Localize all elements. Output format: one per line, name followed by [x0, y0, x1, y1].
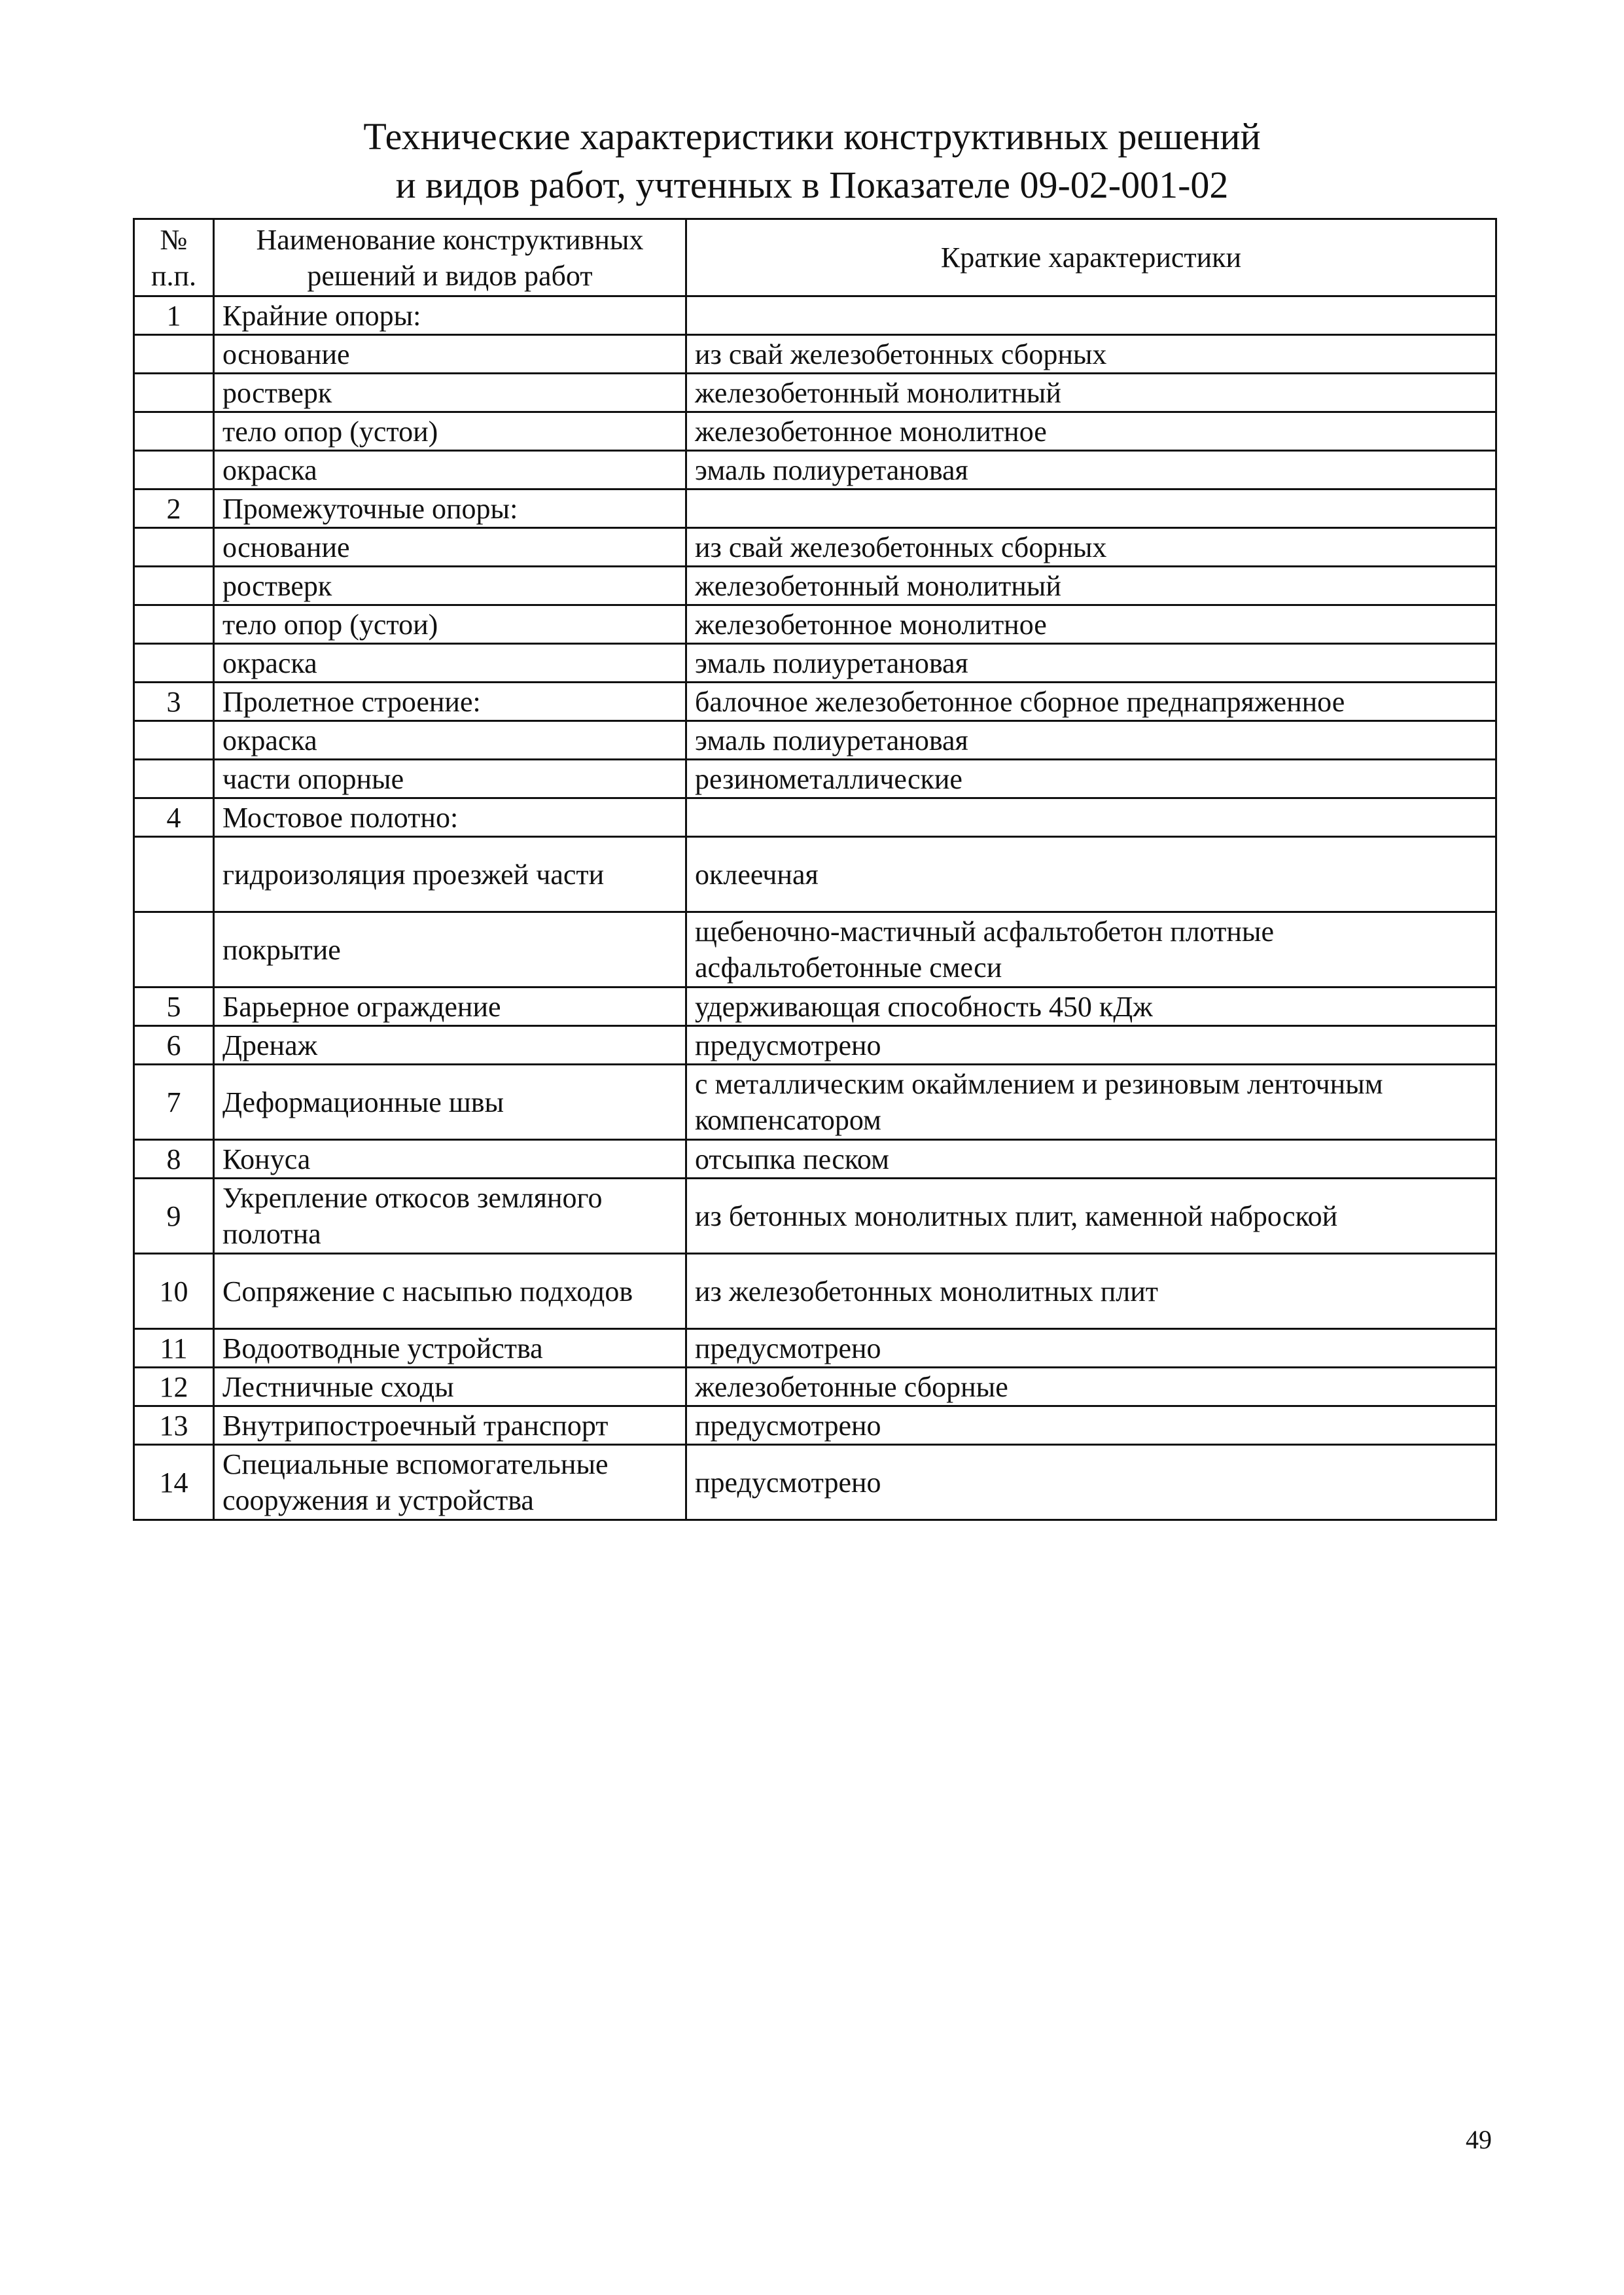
row-number-cell: 8 [134, 1140, 214, 1179]
row-name-cell: Конуса [214, 1140, 686, 1179]
row-description-cell: из свай железобетонных сборных [686, 335, 1496, 374]
row-description-cell: отсыпка песком [686, 1140, 1496, 1179]
table-row [134, 374, 1496, 412]
table-row [134, 451, 1496, 489]
row-name-cell: основание [214, 335, 686, 374]
row-description-cell: балочное железобетонное сборное преднапряженное [686, 683, 1496, 721]
page-number: 49 [1466, 2125, 1492, 2154]
row-name-cell: Специальные вспомогательные сооружения и устройства [214, 1445, 686, 1520]
row-description-cell: с металлическим окаймлением и резиновым ленточным компенсатором [686, 1065, 1496, 1140]
row-description-cell: предусмотрено [686, 1445, 1496, 1520]
row-name-cell: Укрепление откосов земляного полотна [214, 1179, 686, 1254]
specifications-table [133, 218, 1497, 1521]
row-number-cell: 13 [134, 1406, 214, 1445]
table-row [134, 1368, 1496, 1406]
row-number-cell: 4 [134, 798, 214, 837]
row-number-cell: 14 [134, 1445, 214, 1520]
row-name-cell: Барьерное ограждение [214, 987, 686, 1026]
row-number-cell: 6 [134, 1026, 214, 1065]
row-name-cell: Мостовое полотно: [214, 798, 686, 837]
row-name-cell: гидроизоляция проезжей части [214, 837, 686, 912]
row-number-cell: 12 [134, 1368, 214, 1406]
row-number-cell [134, 374, 214, 412]
row-name-cell: Лестничные сходы [214, 1368, 686, 1406]
row-description-cell: из бетонных монолитных плит, каменной наброской [686, 1179, 1496, 1254]
row-description-cell: оклеечная [686, 837, 1496, 912]
table-row [134, 760, 1496, 798]
row-number-cell: 3 [134, 683, 214, 721]
row-description-cell: предусмотрено [686, 1406, 1496, 1445]
row-name-cell: Внутрипостроечный транспорт [214, 1406, 686, 1445]
table-row [134, 683, 1496, 721]
row-number-cell: 2 [134, 489, 214, 528]
row-name-cell: основание [214, 528, 686, 567]
table-row [134, 987, 1496, 1026]
table-body [134, 296, 1496, 1520]
table-row [134, 528, 1496, 567]
header-description: Краткие характеристики [686, 219, 1496, 296]
row-description-cell: из свай железобетонных сборных [686, 528, 1496, 567]
row-number-cell: 10 [134, 1254, 214, 1329]
row-number-cell [134, 605, 214, 644]
row-description-cell: железобетонный монолитный [686, 374, 1496, 412]
row-description-cell: железобетонное монолитное [686, 412, 1496, 451]
row-description-cell: эмаль полиуретановая [686, 451, 1496, 489]
row-name-cell: тело опор (устои) [214, 605, 686, 644]
table-row [134, 412, 1496, 451]
row-name-cell: ростверк [214, 374, 686, 412]
row-name-cell: тело опор (устои) [214, 412, 686, 451]
header-name: Наименование конструктивных решений и видов работ [214, 219, 686, 296]
row-name-cell: окраска [214, 721, 686, 760]
table-row [134, 605, 1496, 644]
row-number-cell: 1 [134, 296, 214, 335]
table-row [134, 1179, 1496, 1254]
row-name-cell: Дренаж [214, 1026, 686, 1065]
row-description-cell: из железобетонных монолитных плит [686, 1254, 1496, 1329]
row-description-cell: резинометаллические [686, 760, 1496, 798]
row-number-cell [134, 412, 214, 451]
row-number-cell: 9 [134, 1179, 214, 1254]
table-row [134, 1329, 1496, 1368]
table-row [134, 1406, 1496, 1445]
row-description-cell: железобетонные сборные [686, 1368, 1496, 1406]
row-number-cell [134, 912, 214, 987]
row-description-cell: эмаль полиуретановая [686, 721, 1496, 760]
row-name-cell: окраска [214, 644, 686, 683]
row-name-cell: Сопряжение с насыпью подходов [214, 1254, 686, 1329]
row-description-cell: железобетонное монолитное [686, 605, 1496, 644]
row-number-cell: 5 [134, 987, 214, 1026]
row-name-cell: части опорные [214, 760, 686, 798]
row-name-cell: покрытие [214, 912, 686, 987]
table-row [134, 721, 1496, 760]
table-row [134, 296, 1496, 335]
table-row [134, 489, 1496, 528]
row-name-cell: Водоотводные устройства [214, 1329, 686, 1368]
row-number-cell [134, 760, 214, 798]
row-name-cell: окраска [214, 451, 686, 489]
row-description-cell: эмаль полиуретановая [686, 644, 1496, 683]
row-description-cell: предусмотрено [686, 1329, 1496, 1368]
table-row [134, 1065, 1496, 1140]
row-description-cell: железобетонный монолитный [686, 567, 1496, 605]
row-number-cell: 11 [134, 1329, 214, 1368]
table-row [134, 912, 1496, 987]
row-description-cell [686, 798, 1496, 837]
row-name-cell: Деформационные швы [214, 1065, 686, 1140]
title-line-2: и видов работ, учтенных в Показателе 09-02-001-02 [395, 164, 1229, 206]
row-number-cell [134, 644, 214, 683]
row-number-cell [134, 837, 214, 912]
row-number-cell: 7 [134, 1065, 214, 1140]
row-number-cell [134, 528, 214, 567]
table-header-row [134, 219, 1496, 296]
document-title [0, 113, 1624, 209]
row-number-cell [134, 451, 214, 489]
row-name-cell: ростверк [214, 567, 686, 605]
table-row [134, 567, 1496, 605]
table-row [134, 1140, 1496, 1179]
table-row [134, 1254, 1496, 1329]
header-number: № п.п. [134, 219, 214, 296]
row-number-cell [134, 567, 214, 605]
row-number-cell [134, 721, 214, 760]
table-row [134, 1026, 1496, 1065]
row-name-cell: Крайние опоры: [214, 296, 686, 335]
row-name-cell: Пролетное строение: [214, 683, 686, 721]
row-description-cell [686, 296, 1496, 335]
row-description-cell: щебеночно-мастичный асфальтобетон плотные асфальтобетонные смеси [686, 912, 1496, 987]
table-row [134, 1445, 1496, 1520]
table-row [134, 798, 1496, 837]
table-row [134, 644, 1496, 683]
title-line-1: Технические характеристики конструктивных решений [363, 115, 1261, 158]
row-description-cell: удерживающая способность 450 кДж [686, 987, 1496, 1026]
row-description-cell: предусмотрено [686, 1026, 1496, 1065]
table-row [134, 837, 1496, 912]
table-row [134, 335, 1496, 374]
row-name-cell: Промежуточные опоры: [214, 489, 686, 528]
row-number-cell [134, 335, 214, 374]
row-description-cell [686, 489, 1496, 528]
